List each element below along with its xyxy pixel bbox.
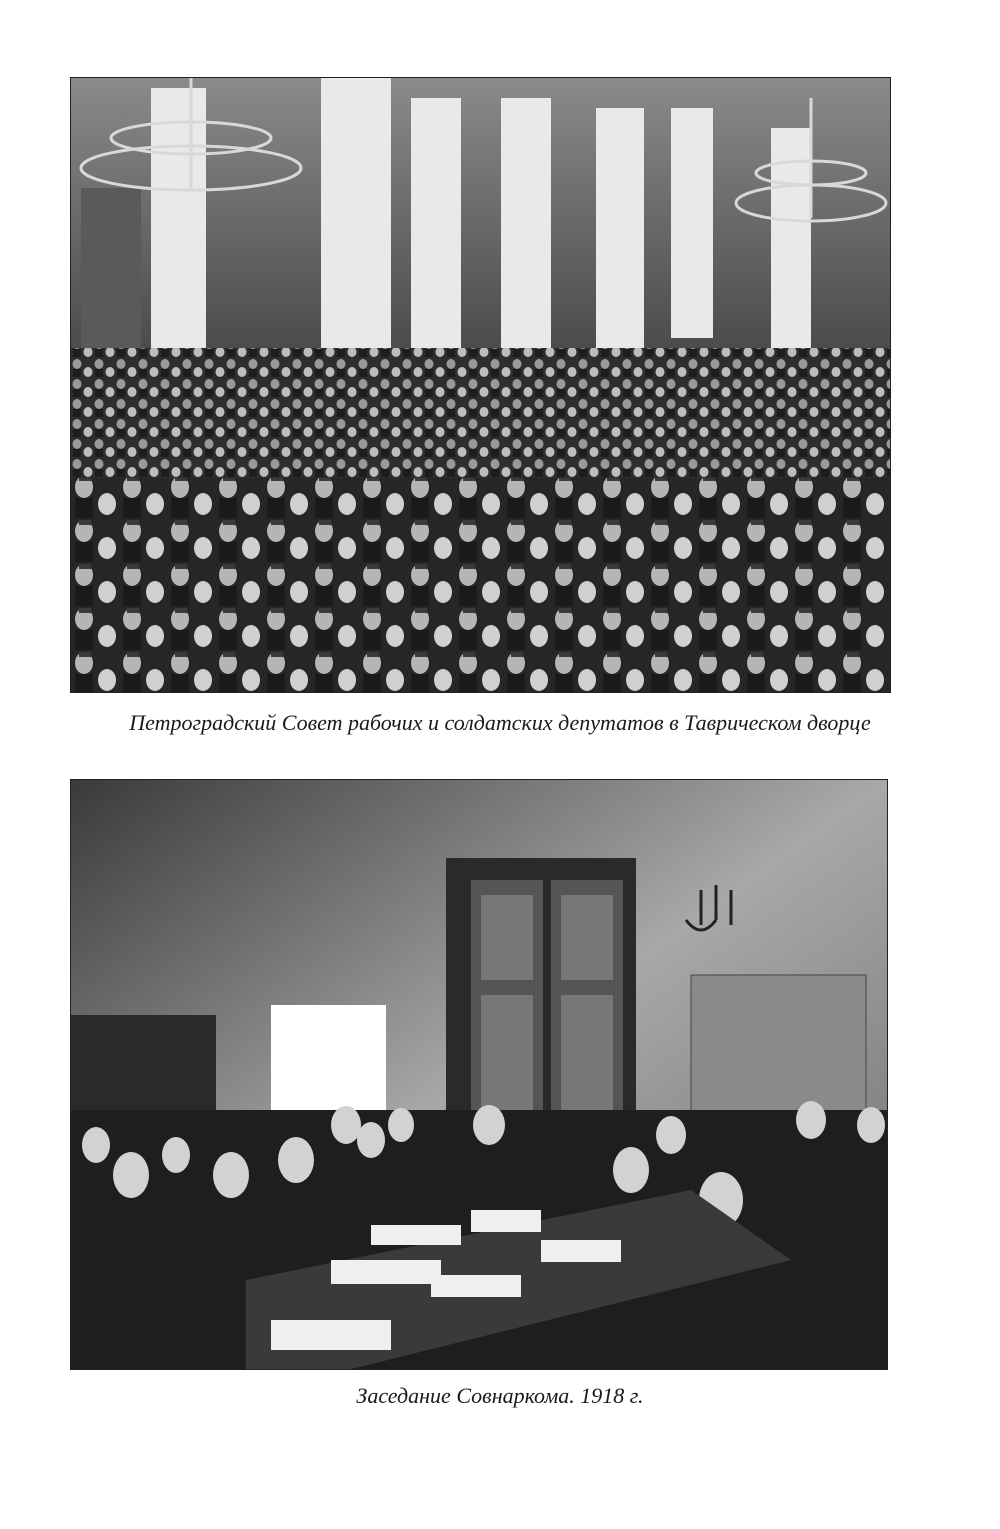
wall-map	[691, 975, 866, 1125]
photo-petrograd-soviet-assembly	[70, 77, 891, 693]
photo-caption-2: Заседание Совнаркома. 1918 г.	[356, 1383, 644, 1408]
photo-sovnarkom-meeting	[70, 779, 888, 1370]
photo-caption-1: Петроградский Совет рабочих и солдатских депутатов в Таврическом дворце	[129, 710, 871, 735]
crowd-back	[71, 348, 890, 488]
assembly-hall-illustration	[71, 78, 890, 692]
meeting-room-illustration	[71, 780, 887, 1369]
crowd-front	[71, 478, 890, 692]
blank-area	[271, 1005, 386, 1115]
wall-painting	[81, 188, 141, 368]
